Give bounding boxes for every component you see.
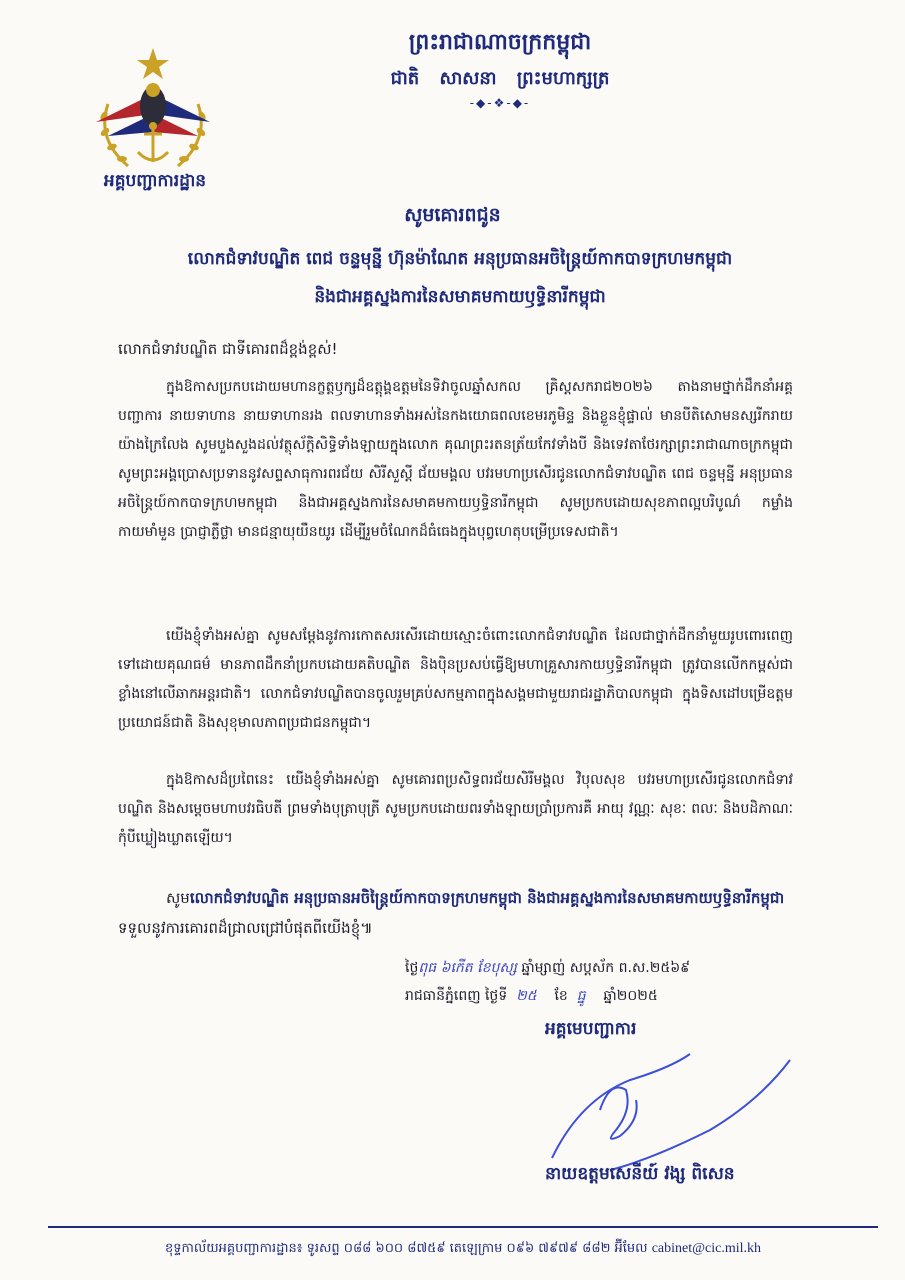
paragraph-2: យើងខ្ញុំទាំងអស់គ្នា សូមសម្តែងនូវការកោតសរសើរដោយស្មោះចំពោះលោកជំទាវបណ្ឌិត ដែលជាថ្នាក់ដឹកនាំមួយរូបពោរពេញទៅដោយគុណធម៌ មានភាពដឹកនាំប្រកបដោយគតិបណ្ឌិត និងប៉ិនប្រសប់ធ្វើឱ្យមហាគ្រួសារកាយឫទ្ធិនារីកម្ពុជា ត្រូវបានលើកកម្ពស់ជាខ្លាំងនៅលើឆាកអន្តរជាតិ។ លោកជំទាវបណ្ឌិតបានចូលរួមគ្រប់សកម្មភាពក្នុងសង្គមជាមួយរាជរដ្ឋាភិបាលកម្ពុជា ក្នុងទិសដៅបម្រើឧត្តមប្រយោជន៍ជាតិ និងសុខុមាលភាពប្រជាជនកម្ពុជា។: [118, 628, 793, 731]
footer-email[interactable]: cabinet@cic.mil.kh: [651, 1241, 761, 1256]
kingdom-title: ព្រះរាជាណាចក្រកម្ពុជា: [408, 30, 592, 55]
signatory-title: អគ្គមេបញ្ជាការ: [545, 1019, 637, 1039]
addressee-line-1: លោកជំទាវបណ្ឌិត ពេជ ចន្ទមុន្នី ហ៊ុនម៉ាណែត អនុប្រធានអចិន្ត្រៃយ៍កាកបាទក្រហមកម្ពុជា: [187, 249, 733, 269]
letter-title: សូមគោរពជូន: [404, 204, 501, 226]
lunar-date-rest: ឆ្នាំម្សាញ់ សប្តស័ក ព.ស.២៥៦៩: [516, 960, 691, 976]
salutation: លោកជំទាវបណ្ឌិត ជាទីគោរពដ៏ខ្ពង់ខ្ពស់!: [118, 340, 338, 358]
footer-divider: [48, 1226, 878, 1228]
paragraph-1: ក្នុងឱកាសប្រកបដោយមហានក្ខត្តឫក្សដ៏ឧត្តុង្គឧត្តមនៃទិវាចូលឆ្នាំសកល គ្រិស្តសករាជ២០២៦ តាងនាមថ្នាក់ដឹកនាំអគ្គបញ្ជាការ នាយទាហាន នាយទាហានរង ពលទាហានទាំងអស់នៃកងយោធពលខេមរភូមិន្ទ និងខ្លួនខ្ញុំផ្ទាល់ មានបីតិសោមនស្សរីករាយយ៉ាងក្រៃលែង សូមបួងសួងដល់វត្ថុស័ក្តិសិទ្ធិទាំងឡាយក្នុងលោក គុណព្រះរតនត្រ័យកែវទាំងបី និងទេវតាថែរក្សាព្រះរាជាណាចក្រកម្ពុជា សូមព្រះអង្គប្រោសប្រទាននូវសព្ទសាធុការពរជ័យ សិរីសួស្តី ជ័យមង្គល បវរមហាប្រសើរជូនលោកជំទាវបណ្ឌិត ពេជ ចន្ទមុន្នី អនុប្រធានអចិន្ត្រៃយ៍កាកបាទក្រហមកម្ពុជា និងជាអគ្គស្នងការនៃសមាគមកាយឫទ្ធិនារីកម្ពុជា សូមប្រកបដោយសុខភាពល្អបរិបូណ៌ កម្លាំងកាយមាំមួន ប្រាជ្ញាភ្លឺថ្លា មានជន្មាយុយឺនយូរ ដើម្បីរួមចំណែកដ៏ធំធេងក្នុងបុព្វហេតុបម្រើប្រទេសជាតិ។: [118, 379, 793, 540]
solar-month: ធ្នូ: [576, 988, 586, 1004]
national-motto: ជាតិ សាសនា ព្រះមហាក្សត្រ: [390, 68, 610, 89]
unit-name: អគ្គបញ្ជាការដ្ឋាន: [103, 171, 207, 191]
solar-date-prefix: រាជធានីភ្នំពេញ ថ្ងៃទី: [405, 988, 508, 1004]
closing-suffix: ទទួលនូវការគោរពដ៏ជ្រាលជ្រៅបំផុតពីយើងខ្ញុំ៕: [118, 919, 373, 937]
closing-paragraph: [118, 883, 793, 943]
closing-bold: លោកជំទាវបណ្ឌិត អនុប្រធានអចិន្ត្រៃយ៍កាកបាទក្រហមកម្ពុជា និងជាអគ្គស្នងការនៃសមាគមកាយឫទ្ធិនារីកម្ពុជា: [189, 889, 785, 907]
closing-prefix: សូម: [166, 889, 190, 907]
emblem-logo: [78, 44, 228, 179]
solar-day: ២៥: [516, 988, 537, 1004]
addressee-line-2: និងជាអគ្គស្នងការនៃសមាគមកាយឫទ្ធិនារីកម្ពុជា: [314, 287, 606, 307]
lunar-date-prefix: ថ្ងៃ: [405, 960, 419, 976]
addressee-block: [110, 240, 810, 316]
emblem-icon: [78, 44, 228, 179]
lunar-date: [405, 958, 825, 979]
paragraph-3: ក្នុងឱកាសដ៏ប្រពៃនេះ យើងខ្ញុំទាំងអស់គ្នា សូមគោរពប្រសិទ្ធពរជ័យសិរីមង្គល វិបុលសុខ បវរមហាប្រសើរជូនលោកជំទាវបណ្ឌិត និងសម្តេចមហាបវរធិបតី ព្រមទាំងបុត្រាបុត្រី សូមប្រកបដោយពរទាំងឡាយប្រាំប្រការគឺ អាយុ វណ្ណៈ សុខៈ ពលៈ និងបដិភាណៈ កុំបីឃ្លៀងឃ្លាតឡើយ។: [118, 772, 793, 846]
signatory-name: នាយឧត្តមសេនីយ៍ វង្ស ពិសេន: [545, 1164, 735, 1184]
footer-contact: [48, 1240, 878, 1259]
solar-year: ឆ្នាំ២០២៥: [603, 988, 658, 1004]
lunar-date-handwritten: ពុធ ៦កើត ខែបុស្ស: [418, 960, 517, 976]
solar-date: [405, 986, 825, 1007]
footer-text: ខុទ្ទកាល័យអគ្គបញ្ជាការដ្ឋាន៖ ទូរសព្ទ ០៨៨ ៦០០ ៨៧៥៩ តេឡេក្រាម ០៩៦ ៧៩៧៩ ៨៨២ អ៊ីមែល: [165, 1241, 648, 1256]
solar-month-label: ខែ: [554, 988, 568, 1004]
header-ornament: -◆-❖-◆-: [469, 96, 531, 110]
